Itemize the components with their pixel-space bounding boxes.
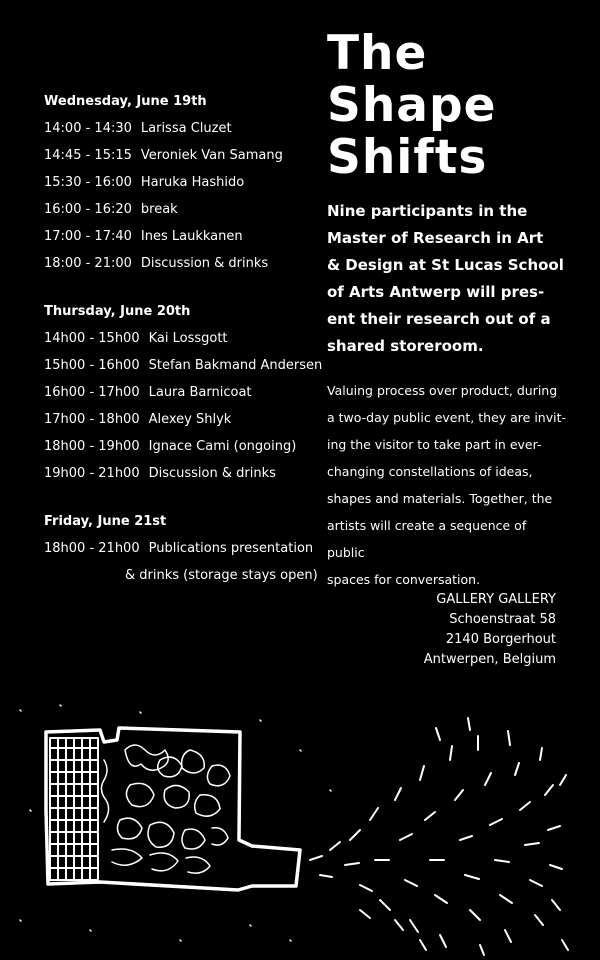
schedule-name: Veroniek Van Samang: [140, 148, 283, 163]
schedule-name: Discussion & drinks: [140, 256, 269, 271]
schedule-row: [44, 329, 314, 356]
schedule-time: 18:00 - 21:00: [44, 256, 132, 271]
schedule-time: 14:00 - 14:30: [44, 121, 132, 136]
schedule-time: 15h00 - 16h00: [44, 358, 140, 373]
body-line: a two-day public event, they are invit-: [327, 410, 566, 425]
scribble-fill: [101, 745, 230, 873]
schedule-name: Ignace Cami (ongoing): [148, 439, 297, 454]
body-line: Valuing process over product, during: [327, 383, 558, 398]
schedule-name: Publications presentation: [148, 541, 314, 556]
schedule-name: Haruka Hashido: [140, 175, 245, 190]
schedule-row: [44, 437, 314, 464]
schedule-row: [44, 383, 314, 410]
schedule-name: Alexey Shlyk: [148, 412, 232, 427]
body-line: artists will create a sequence of public: [327, 518, 527, 560]
schedule-row: [44, 146, 314, 173]
schedule-time: 17h00 - 18h00: [44, 412, 140, 427]
grid-room: [50, 738, 98, 880]
schedule-time: 16h00 - 17h00: [44, 385, 140, 400]
lead-line: Master of Research in Art: [327, 229, 544, 247]
lead-line: of Arts Antwerp will pres-: [327, 283, 545, 301]
schedule-row: [44, 200, 314, 227]
schedule-time: 17:00 - 17:40: [44, 229, 132, 244]
schedule-name: Kai Lossgott: [148, 331, 228, 346]
schedule-name: Discussion & drinks: [148, 466, 276, 481]
lead-line: ent their research out of a: [327, 310, 551, 328]
schedule-name: break: [140, 202, 178, 217]
body-line: spaces for conversation.: [327, 572, 481, 587]
schedule-name: Ines Laukkanen: [140, 229, 243, 244]
venue-address: [424, 590, 556, 670]
schedule-time: 14:45 - 15:15: [44, 148, 132, 163]
address-line: Antwerpen, Belgium: [423, 652, 556, 667]
day-heading: Friday, June 21st: [44, 514, 167, 529]
schedule-time: 18h00 - 19h00: [44, 439, 140, 454]
title-line: Shifts: [327, 130, 488, 185]
schedule-day-friday: [44, 512, 318, 593]
radiating-marks: [310, 718, 568, 955]
lead-line: shared storeroom.: [327, 337, 484, 355]
schedule-time: 15:30 - 16:00: [44, 175, 132, 190]
schedule-row-continuation: & drinks (storage stays open): [125, 568, 318, 583]
day-heading: Wednesday, June 19th: [44, 94, 207, 109]
address-line: GALLERY GALLERY: [436, 592, 556, 607]
title-line: The: [327, 26, 428, 81]
schedule-row: [44, 227, 314, 254]
schedule-row: [44, 173, 314, 200]
schedule-row: [44, 539, 314, 566]
day-heading: Thursday, June 20th: [44, 304, 191, 319]
schedule-row: [44, 410, 314, 437]
body-line: shapes and materials. Together, the: [327, 491, 553, 506]
schedule-time: 19h00 - 21h00: [44, 466, 140, 481]
schedule-row: [44, 119, 314, 146]
schedule-name: Larissa Cluzet: [140, 121, 232, 136]
lead-line: Nine participants in the: [327, 202, 528, 220]
address-line: Schoenstraat 58: [449, 612, 556, 627]
description-paragraph: [327, 377, 567, 593]
schedule-time: 16:00 - 16:20: [44, 202, 132, 217]
lead-paragraph: [327, 198, 567, 360]
schedule-row: [44, 254, 314, 281]
schedule-name: Laura Barnicoat: [148, 385, 252, 400]
floorplan-sketch-illustration: [0, 690, 600, 960]
schedule-day-wednesday: [44, 92, 314, 281]
schedule-row: [44, 356, 323, 383]
body-line: ing the visitor to take part in ever-: [327, 437, 542, 452]
schedule-time: 18h00 - 21h00: [44, 541, 140, 556]
schedule-name: Stefan Bakmand Andersen: [148, 358, 323, 373]
schedule: [44, 92, 323, 614]
schedule-row: [44, 464, 314, 491]
schedule-day-thursday: [44, 302, 323, 491]
body-line: changing constellations of ideas,: [327, 464, 533, 479]
title-line: Shape: [327, 78, 497, 133]
lead-line: & Design at St Lucas School: [327, 256, 564, 274]
schedule-time: 14h00 - 15h00: [44, 331, 140, 346]
address-line: 2140 Borgerhout: [445, 632, 556, 647]
poster-title: [327, 28, 497, 184]
